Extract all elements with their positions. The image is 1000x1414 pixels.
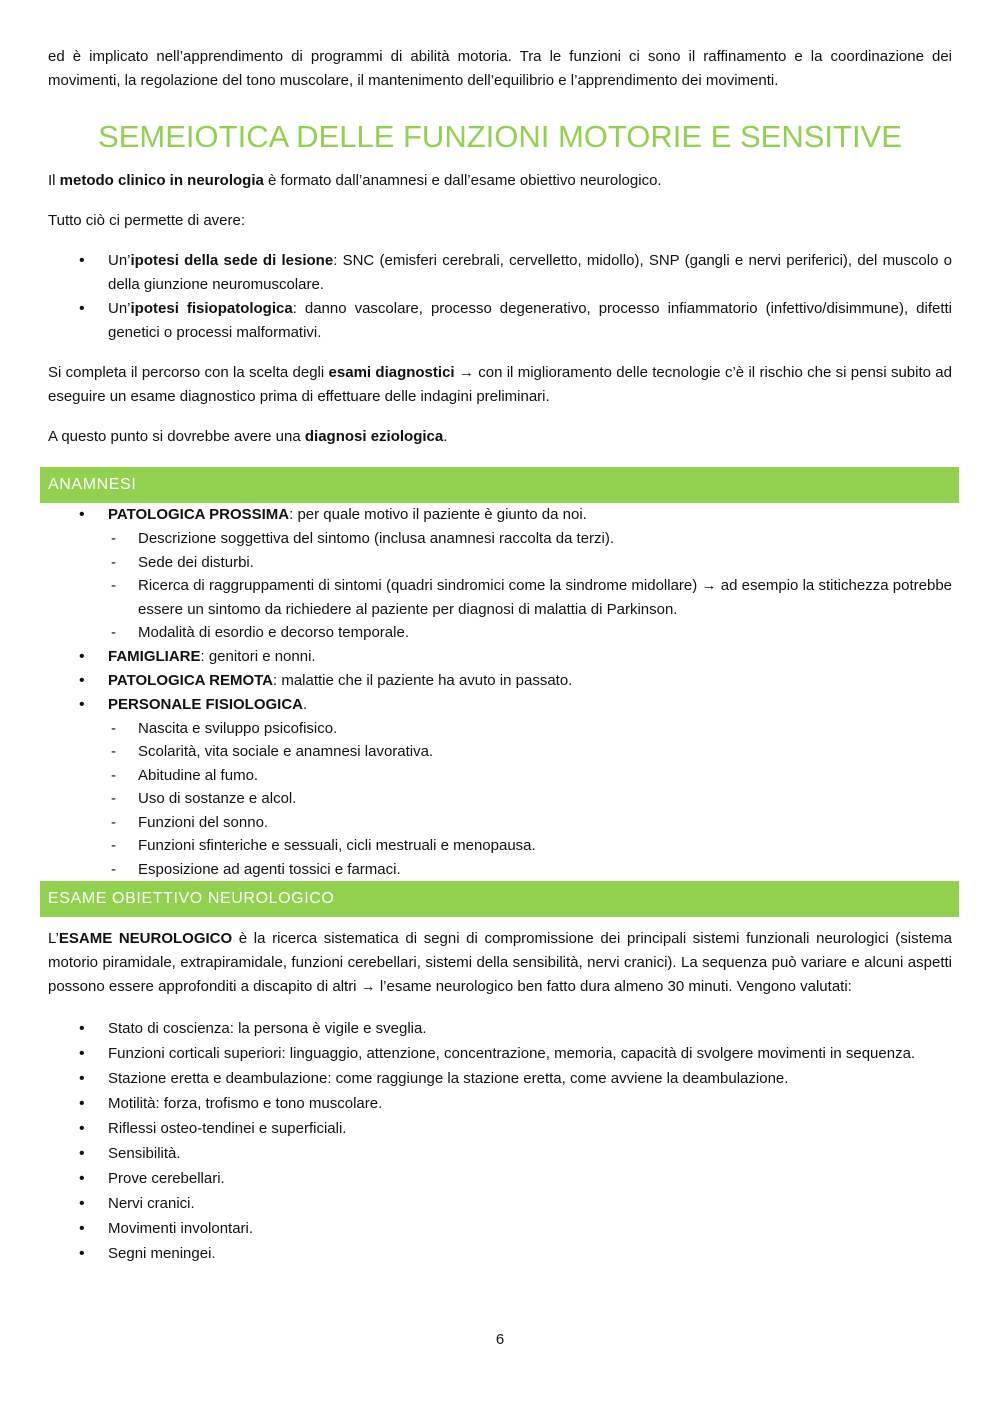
- list-item: • Stazione eretta e deambulazione: come raggiunge la stazione eretta, come avviene la deambulazione.: [48, 1067, 952, 1091]
- sub-list-item: - Ricerca di raggruppamenti di sintomi (quadri sindromici come la sindrome midollare) → ad esempio la stitichezza potrebbe essere un sintomo da richiedere al paziente per diagnosi di malattia di Parkinson.: [108, 574, 952, 621]
- sub-list-item: - Modalità di esordio e decorso temporale.: [108, 621, 952, 645]
- page-title: SEMEIOTICA DELLE FUNZIONI MOTORIE E SENSITIVE: [98, 119, 902, 154]
- sub-list-item: - Nascita e sviluppo psicofisico.: [108, 717, 952, 741]
- list-item: • FAMIGLIARE: genitori e nonni.: [48, 645, 952, 669]
- list-item: • Prove cerebellari.: [48, 1167, 952, 1191]
- sub-list-item: - Funzioni sfinteriche e sessuali, cicli mestruali e menopausa.: [108, 834, 952, 858]
- intro-paragraph: ed è implicato nell’apprendimento di programmi di abilità motoria. Tra le funzioni ci sono il raffinamento e la coordinazione dei movimenti, la regolazione del tono muscolare, il mantenimento dell’equilibrio e l’apprendimento dei movimenti.: [48, 48, 952, 89]
- list-item: • Un’ipotesi fisiopatologica: danno vascolare, processo degenerativo, processo infiammatorio (infettivo/disimmune), difetti genetici o processi malformativi.: [48, 297, 952, 345]
- list-item: • Funzioni corticali superiori: linguaggio, attenzione, concentrazione, memoria, capacità di svolgere movimenti in sequenza.: [48, 1042, 952, 1066]
- list-item: • Movimenti involontari.: [48, 1217, 952, 1241]
- permette-paragraph: Tutto ciò ci permette di avere:: [48, 212, 246, 229]
- metodo-clinico-paragraph: Il metodo clinico in neurologia è formato dall’anamnesi e dall’esame obiettivo neurologico.: [48, 172, 662, 189]
- list-item: • Un’ipotesi della sede di lesione: SNC (emisferi cerebrali, cervelletto, midollo), SNP (gangli e nervi periferici), del muscolo o della giunzione neuromuscolare.: [48, 249, 952, 297]
- esame-paragraph: L’ESAME NEUROLOGICO è la ricerca sistematica di segni di compromissione dei principali sistemi funzionali neurologici (sistema motorio piramidale, extrapiramidale, funzioni cerebellari, sistemi della sensibilità, nervi cranici). La sequenza può variare e alcuni aspetti possono essere approfonditi a discapito di altri → l’esame neurologico ben fatto dura almeno 30 minuti. Vengono valutati:: [48, 930, 952, 995]
- list-item: • Stato di coscienza: la persona è vigile e sveglia.: [48, 1017, 952, 1041]
- sub-list-item: - Scolarità, vita sociale e anamnesi lavorativa.: [108, 740, 952, 764]
- list-item: • Riflessi osteo-tendinei e superficiali.: [48, 1117, 952, 1141]
- sub-list-item: - Funzioni del sonno.: [108, 811, 952, 835]
- esami-diagnostici-paragraph: Si completa il percorso con la scelta degli esami diagnostici → con il miglioramento delle tecnologie c’è il rischio che si pensi subito ad eseguire un esame diagnostico prima di effettuare delle indagini preliminari.: [48, 364, 952, 405]
- sub-list-item: - Sede dei disturbi.: [108, 551, 952, 575]
- anamnesi-list: [48, 503, 952, 881]
- sub-list-item: - Abitudine al fumo.: [108, 764, 952, 788]
- list-item: • PATOLOGICA PROSSIMA: per quale motivo il paziente è giunto da noi. - Descrizione soggettiva del sintomo (inclusa anamnesi raccolta da terzi). - Sede dei disturbi. - Ricerca di raggruppamenti di sintomi (quadri sindromici come la sindrome midollare) → ad esempio la stitichezza potrebbe essere un sintomo da richiedere al paziente per diagnosi di malattia di Parkinson. - Modalità di esordio e decorso temporale.: [48, 503, 952, 645]
- list-item: • Motilità: forza, trofismo e tono muscolare.: [48, 1092, 952, 1116]
- sub-list-item: - Descrizione soggettiva del sintomo (inclusa anamnesi raccolta da terzi).: [108, 527, 952, 551]
- list-item: • PATOLOGICA REMOTA: malattie che il paziente ha avuto in passato.: [48, 669, 952, 693]
- diagnosi-paragraph: A questo punto si dovrebbe avere una diagnosi eziologica.: [48, 428, 448, 445]
- list-item: • Nervi cranici.: [48, 1192, 952, 1216]
- esame-list: [48, 1017, 952, 1266]
- list-item: • PERSONALE FISIOLOGICA. - Nascita e sviluppo psicofisico. - Scolarità, vita sociale e anamnesi lavorativa. - Abitudine al fumo. - Uso di sostanze e alcol. - Funzioni del sonno. - Funzioni sfinteriche e sessuali, cicli mestruali e menopausa. - Esposizione ad agenti tossici e farmaci.: [48, 693, 952, 882]
- sub-list-item: - Esposizione ad agenti tossici e farmaci.: [108, 858, 952, 882]
- anamnesi-heading: ANAMNESI: [40, 467, 959, 503]
- hypotheses-list: [48, 249, 952, 345]
- list-item: • Segni meningei.: [48, 1242, 952, 1266]
- page-content: [48, 45, 952, 1267]
- sub-list-item: - Uso di sostanze e alcol.: [108, 787, 952, 811]
- prossima-sublist: [108, 527, 952, 645]
- page-number: 6: [495, 1331, 505, 1348]
- esame-heading: ESAME OBIETTIVO NEUROLOGICO: [40, 881, 959, 917]
- fisiologica-sublist: [108, 717, 952, 882]
- list-item: • Sensibilità.: [48, 1142, 952, 1166]
